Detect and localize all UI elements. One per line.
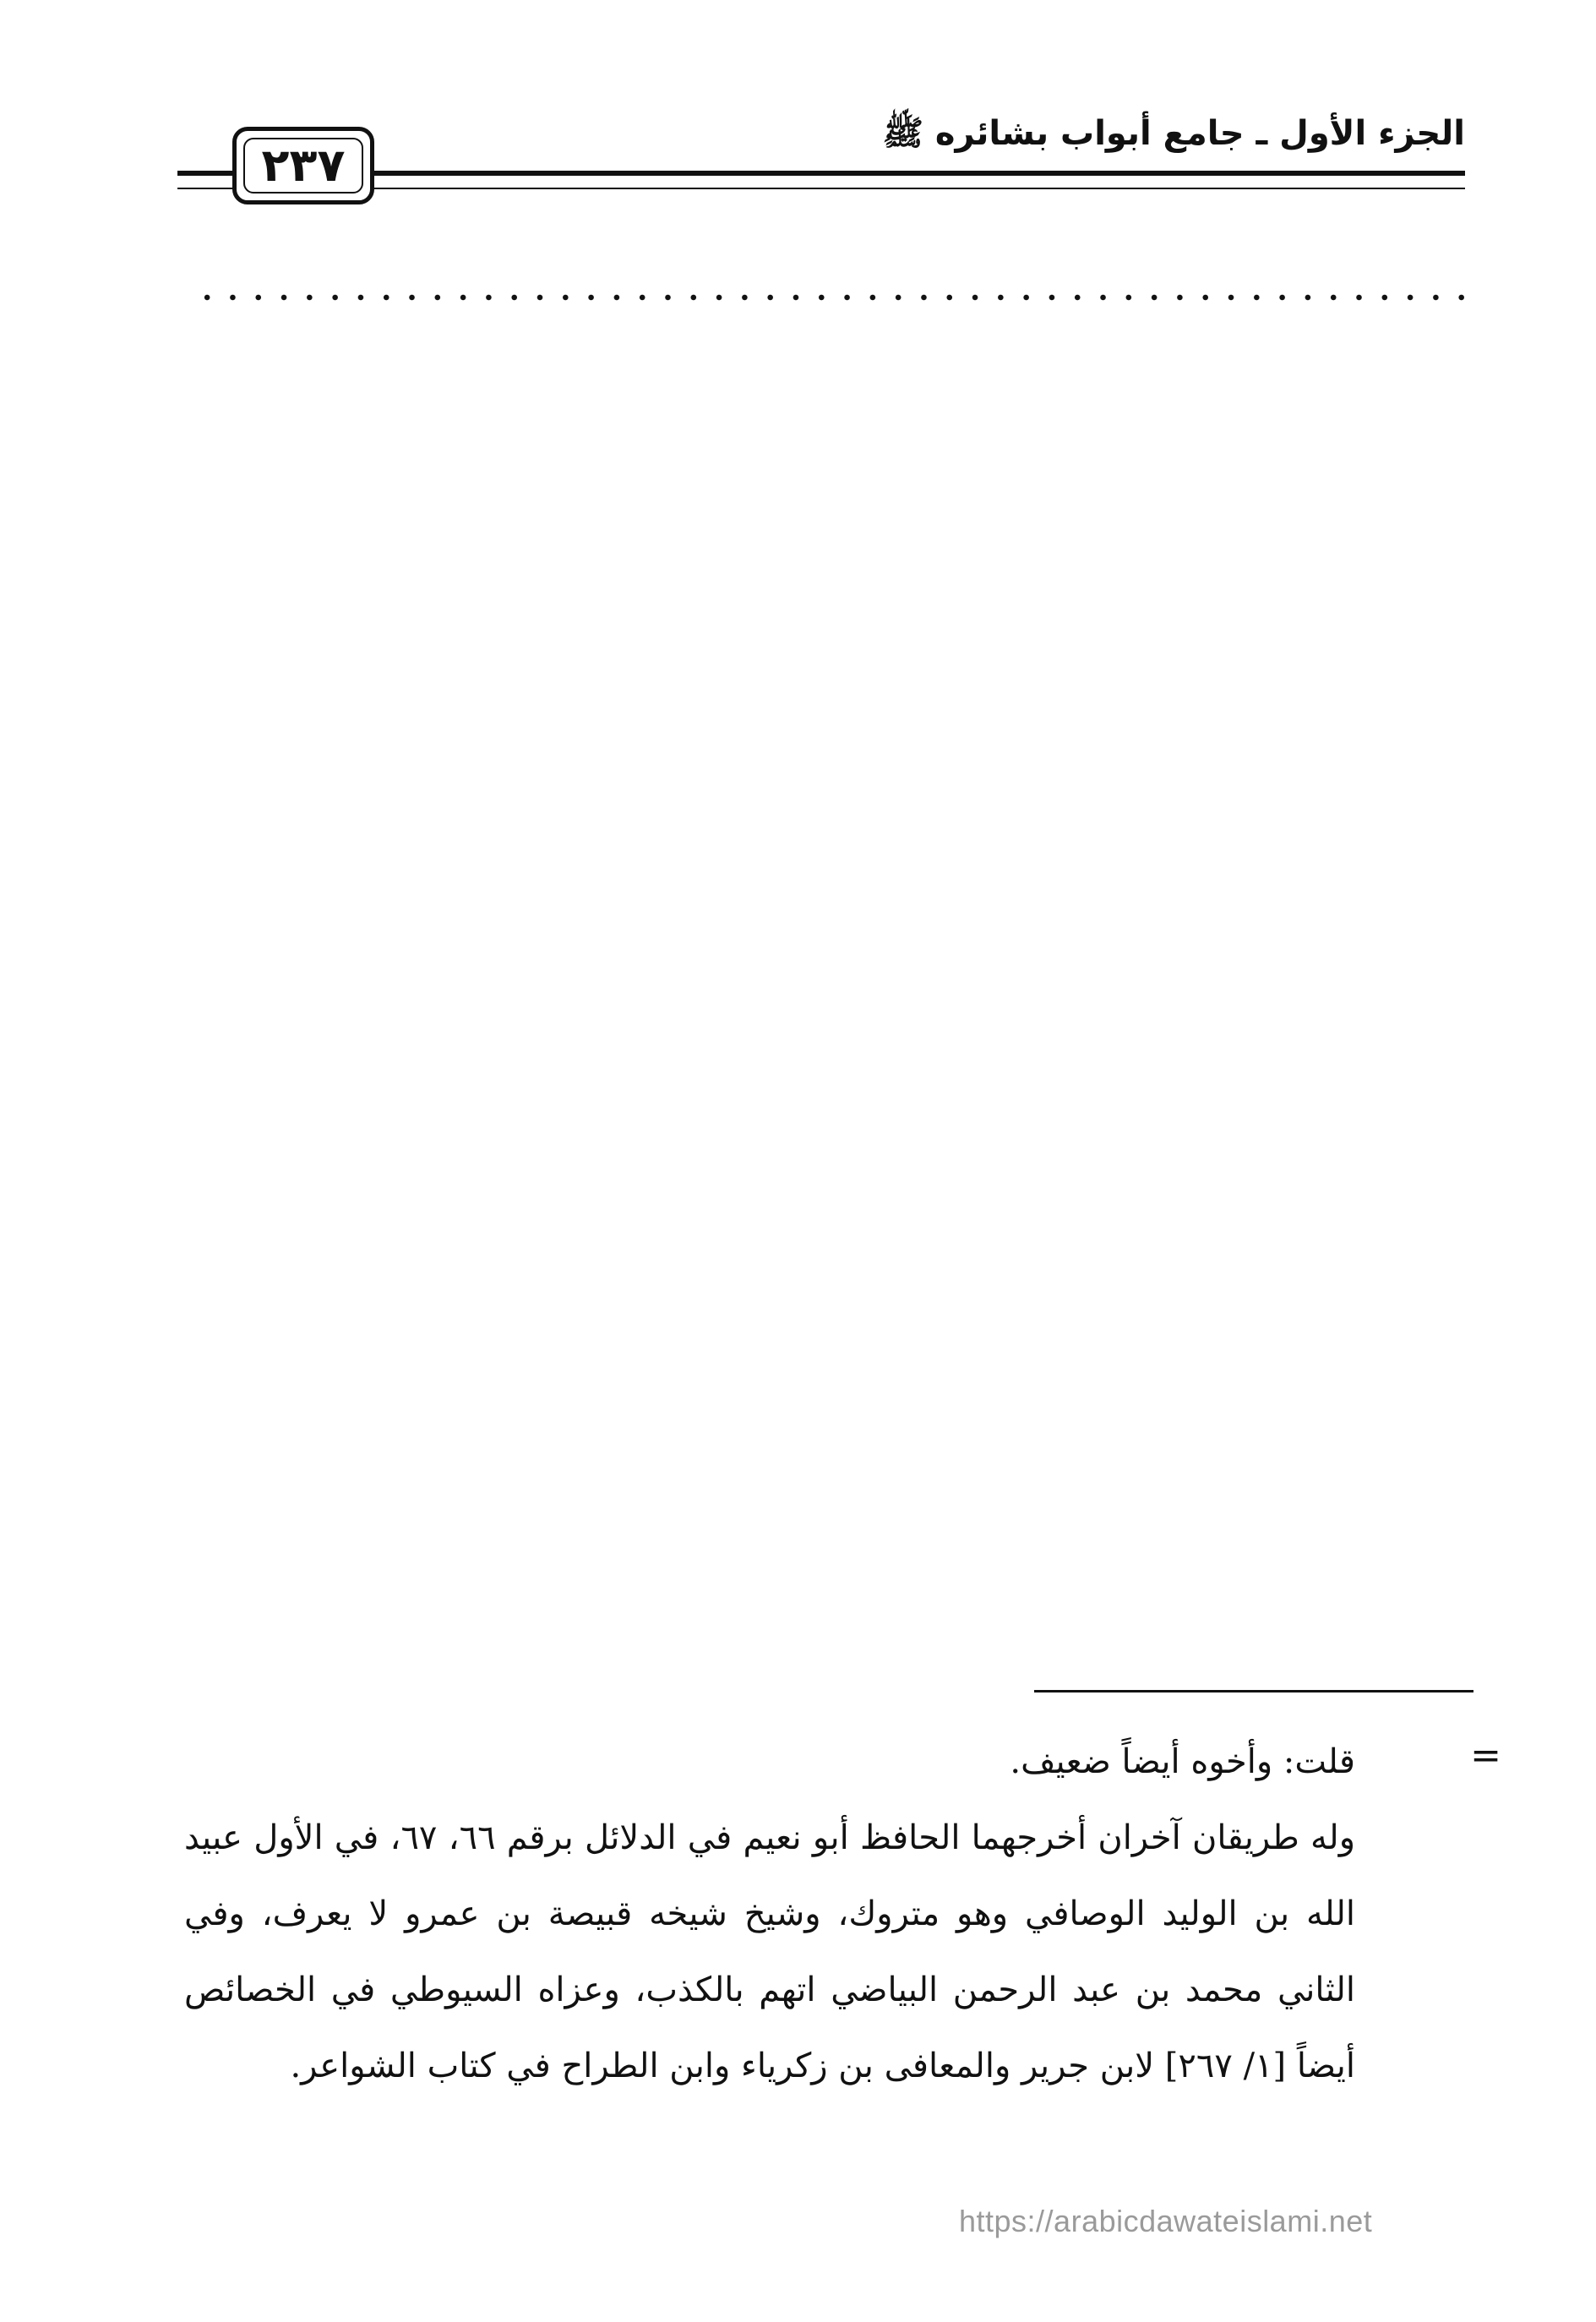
footnote-text (184, 1724, 1355, 2104)
watermark-url: https://arabicdawateislami.net (959, 2204, 1373, 2238)
page-number: ٢٣٧ (261, 139, 346, 192)
header-rule-left (177, 171, 237, 189)
footnote-divider (1034, 1690, 1473, 1692)
page-number-frame (232, 127, 374, 204)
dotted-separator (194, 292, 1465, 303)
footnote-continuation-mark: = (1470, 1734, 1501, 1777)
footnote-paragraph: وله طريقان آخران أخرجهما الحافظ أبو نعيم في الدلائل برقم ٦٦، ٦٧، في الأول عبيد الله بن الوليد الوصافي وهو متروك، وشيخ شيخه قبيصة بن عمرو لا يعرف، وفي الثاني محمد بن عبد الرحمن البياضي اتهم بالكذب، وعزاه السيوطي في الخصائص أيضاً [١/ ٢٦٧] لابن جرير والمعافى بن زكرياء وابن الطراح في كتاب الشواعر. (184, 1818, 1356, 2085)
footnote-paragraph: قلت: وأخوه أيضاً ضعيف. (1010, 1742, 1355, 1781)
running-title: الجزء الأول ـ جامع أبواب بشائره ﷺ (882, 114, 1465, 153)
